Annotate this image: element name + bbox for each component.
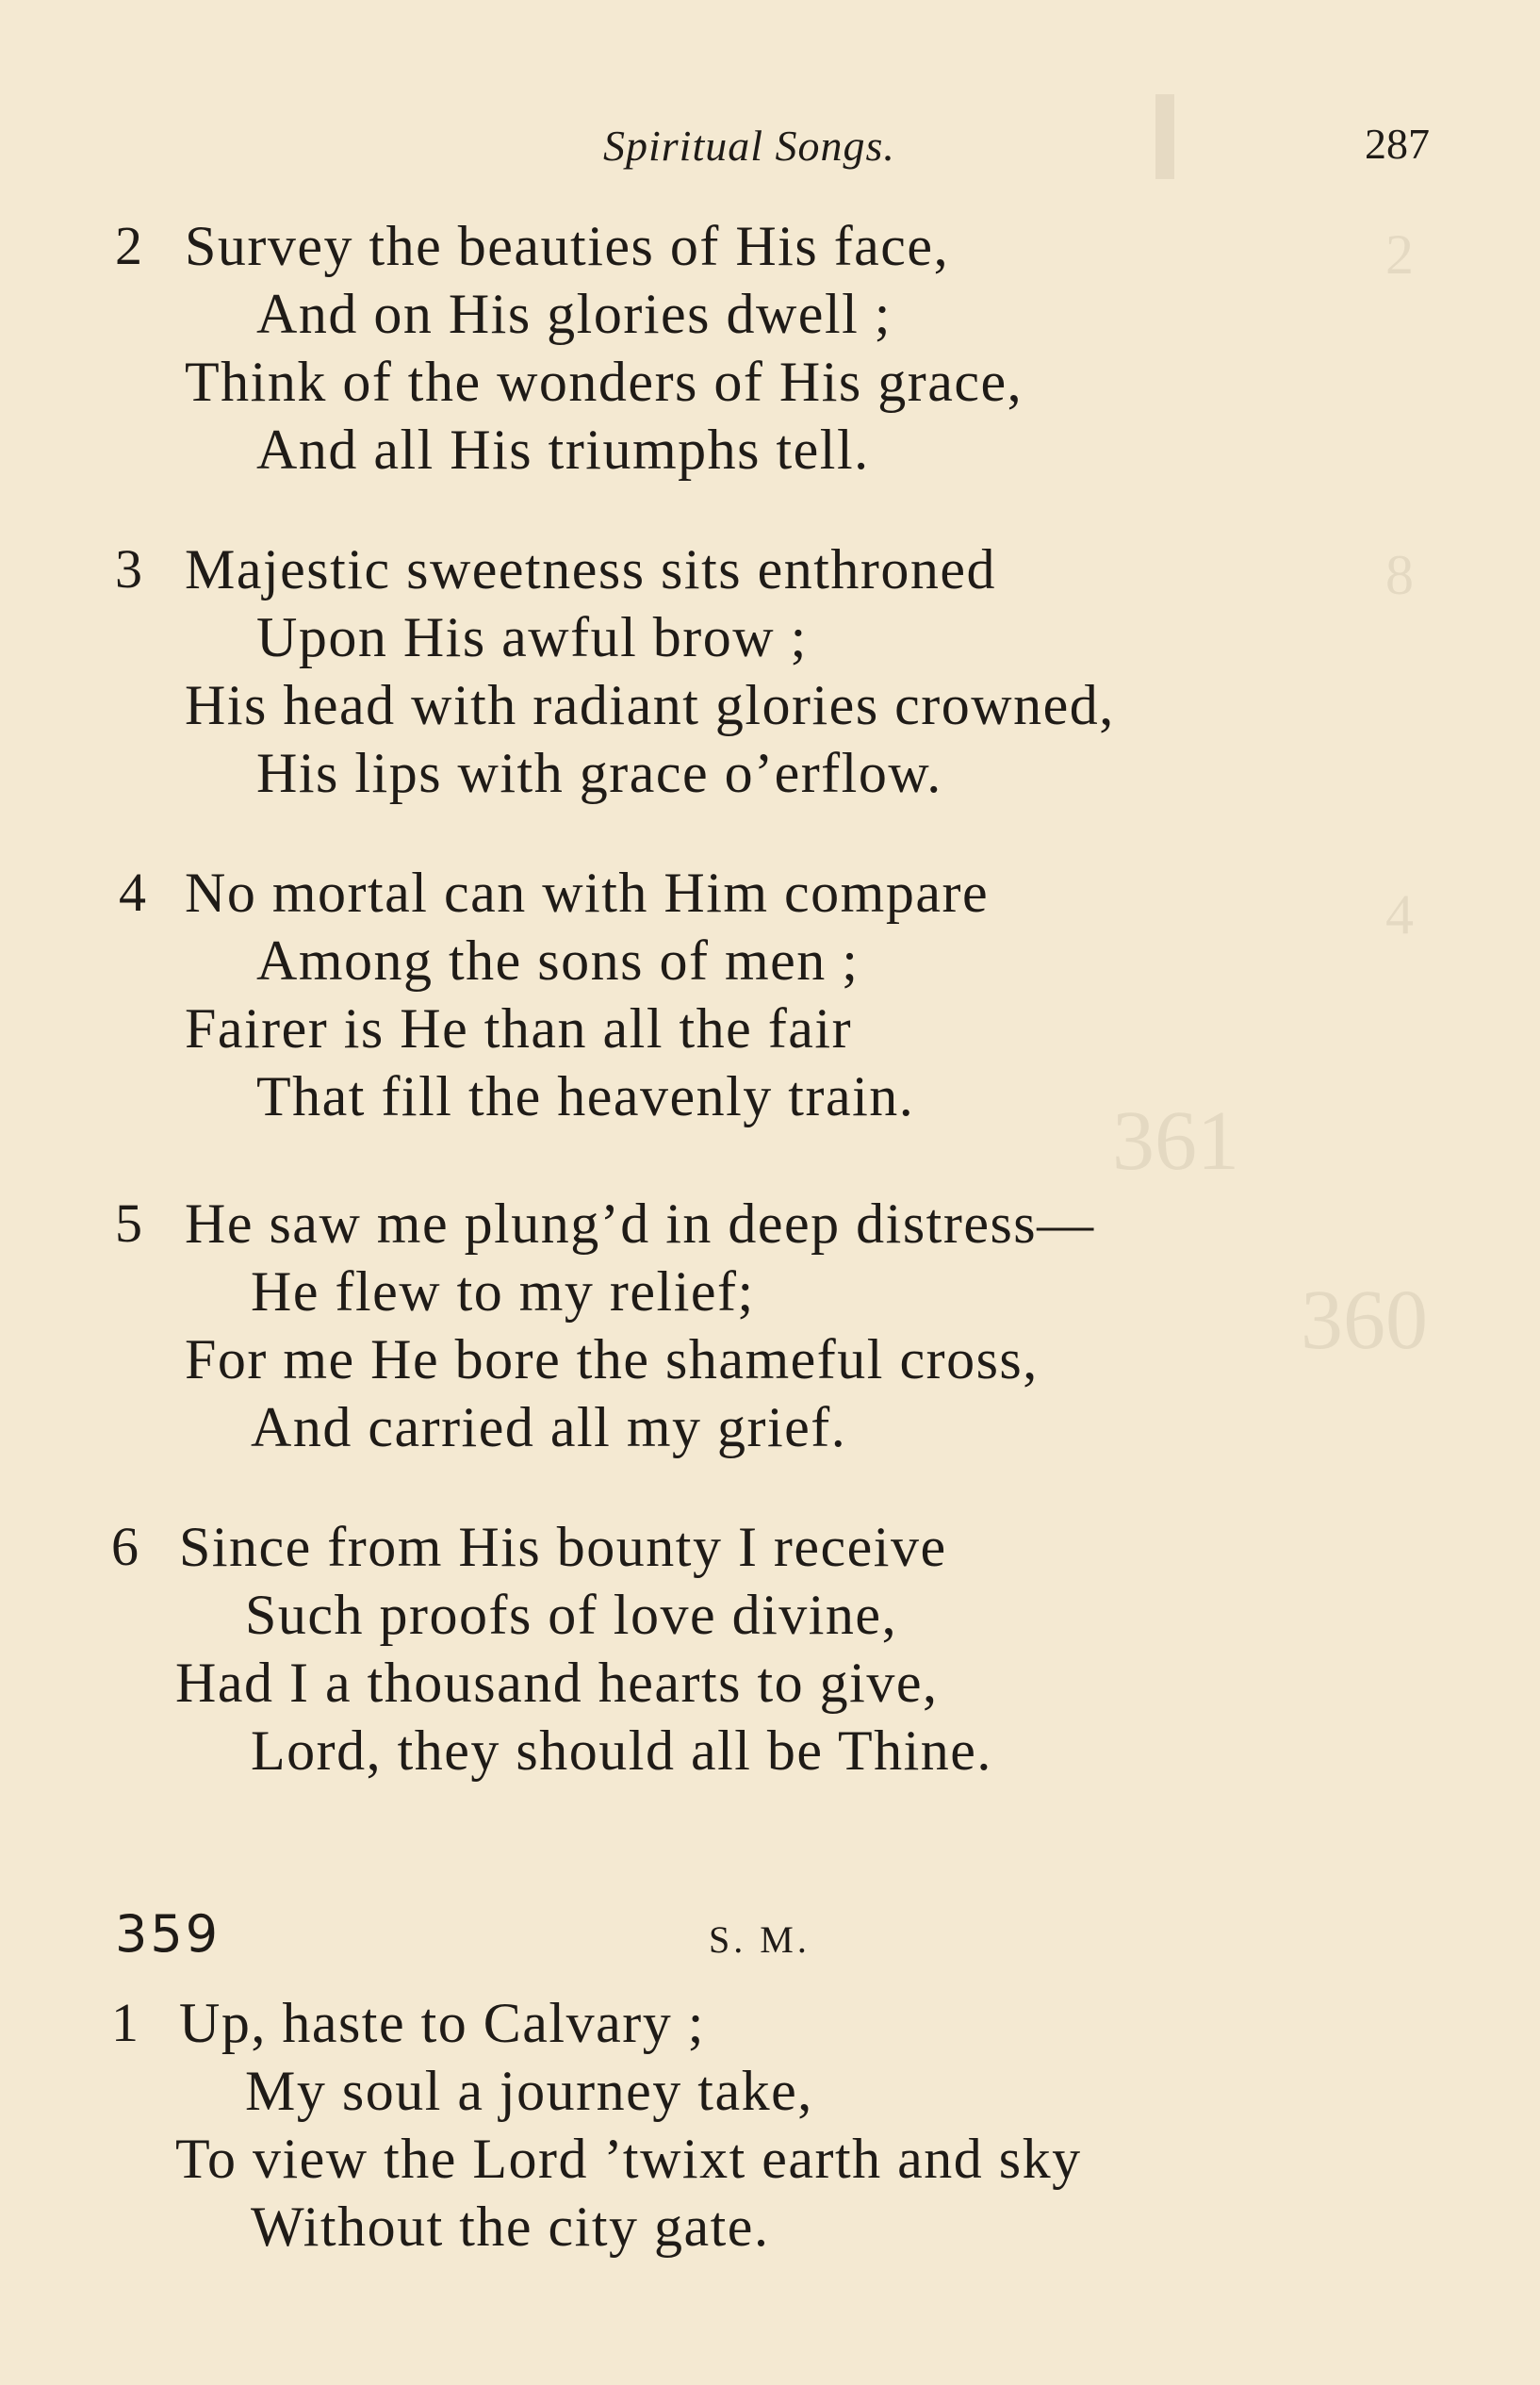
verse-line: His head with radiant glories crowned, (185, 674, 1115, 736)
svg-text:361: 361 (1112, 1094, 1239, 1188)
verse-line: No mortal can with Him compare (185, 862, 990, 924)
verse-line: His lips with grace o’erflow. (256, 742, 942, 804)
stanza-number: 3 (115, 538, 142, 600)
hymn-meter: S. M. (709, 1918, 811, 1961)
verse-line: Majestic sweetness sits enthroned (185, 538, 996, 600)
verse-line: Think of the wonders of His grace, (185, 351, 1024, 413)
verse-line: Upon His awful brow ; (256, 606, 808, 668)
verse-line: Lord, they should all be Thine. (251, 1719, 992, 1782)
verse-line: Among the sons of men ; (256, 929, 860, 992)
stanza-number: 6 (111, 1516, 139, 1577)
svg-text:2: 2 (1385, 223, 1414, 286)
verse-line: And carried all my grief. (251, 1396, 847, 1458)
verse-line: To view the Lord ’twixt earth and sky (175, 2128, 1082, 2190)
verse-line: And all His triumphs tell. (256, 419, 870, 481)
svg-text:360: 360 (1301, 1274, 1428, 1367)
hymn-number: 359 (115, 1904, 221, 1964)
stanza-number: 4 (119, 862, 146, 923)
verse-line: Without the city gate. (251, 2196, 770, 2258)
verse-line: That fill the heavenly train. (256, 1065, 915, 1127)
stanza-number: 2 (115, 215, 142, 276)
running-title: Spiritual Songs. (603, 122, 895, 170)
verse-line: Had I a thousand hearts to give, (175, 1652, 939, 1714)
verse-line: For me He bore the shameful cross, (185, 1328, 1039, 1390)
verse-line: He flew to my relief; (251, 1260, 755, 1323)
verse-line: Up, haste to Calvary ; (179, 1992, 705, 2054)
verse-line: Since from His bounty I receive (179, 1516, 947, 1578)
svg-text:8: 8 (1385, 544, 1414, 606)
verse-line: Such proofs of love divine, (245, 1584, 898, 1646)
verse-line: My soul a journey take, (245, 2060, 813, 2122)
stanza-number: 1 (111, 1992, 139, 2053)
verse-line: He saw me plung’d in deep distress— (185, 1192, 1095, 1255)
stanza-number: 5 (115, 1192, 142, 1254)
verse-line: Fairer is He than all the fair (185, 997, 853, 1060)
verse-line: And on His glories dwell ; (256, 283, 892, 345)
svg-text:4: 4 (1385, 883, 1414, 946)
page-number: 287 (1365, 120, 1430, 168)
verse-line: Survey the beauties of His face, (185, 215, 950, 277)
